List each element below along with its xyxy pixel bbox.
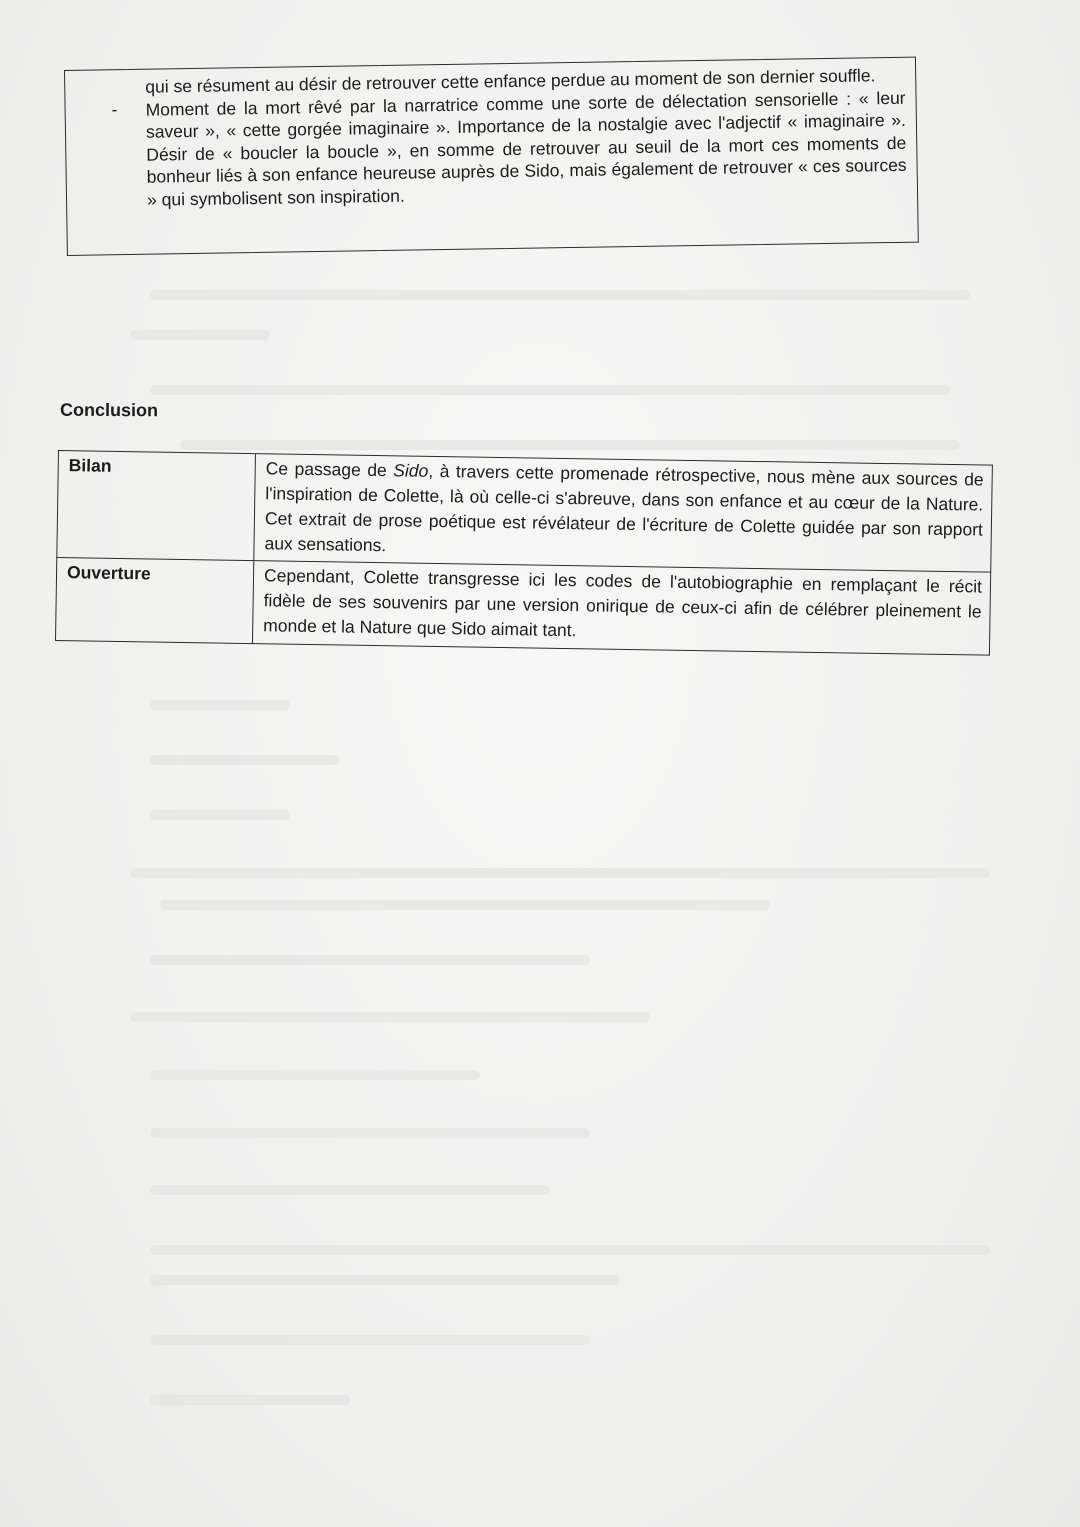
table-row-bilan bbox=[57, 451, 993, 573]
show-through-mark bbox=[150, 1128, 590, 1138]
show-through-mark bbox=[150, 1070, 480, 1080]
conclusion-table bbox=[55, 450, 993, 656]
show-through-mark bbox=[130, 330, 270, 340]
show-through-mark bbox=[150, 700, 290, 710]
bilan-text-title: Sido bbox=[393, 460, 429, 481]
show-through-mark bbox=[150, 290, 970, 300]
row-text-bilan bbox=[254, 454, 993, 573]
show-through-mark bbox=[130, 1012, 650, 1022]
show-through-mark bbox=[150, 755, 340, 765]
show-through-mark bbox=[130, 868, 990, 878]
show-through-mark bbox=[150, 955, 590, 965]
row-label-ouverture: Ouverture bbox=[56, 557, 254, 643]
analysis-box-content bbox=[111, 64, 907, 211]
show-through-mark bbox=[150, 810, 290, 820]
show-through-mark bbox=[150, 1335, 590, 1345]
show-through-mark bbox=[150, 1185, 550, 1195]
show-through-mark bbox=[160, 900, 770, 910]
analysis-paragraph-text: Moment de la mort rêvé par la narratrice comme une sorte de délectation sensorielle : « leur saveur », « cette gorgée imaginaire ». Importance de la nostalgie avec l'adjectif « imaginaire ». Désir de « boucler la boucle », en somme de retrouver au seuil de la mort ces moments de bonheur liés à son enfance heureuse auprès de Sido, mais également de retrouver « ces sources » qui symbolisent son inspiration. bbox=[145, 87, 907, 210]
show-through-mark bbox=[150, 1275, 620, 1285]
table-row-ouverture bbox=[56, 557, 991, 655]
show-through-mark bbox=[150, 385, 950, 395]
show-through-mark bbox=[180, 440, 960, 450]
analysis-bullet-paragraph bbox=[111, 86, 907, 210]
bilan-text-end: , à travers cette promenade rétrospective, nous mène aux sources de l'inspiration de Colette, là où celle-ci s'abreuve, dans son enfance et au cœur de la Nature. Cet extrait de prose poétique est révélateur de l'écriture de Colette guidée par son rapport aux sensations. bbox=[264, 460, 984, 556]
analysis-box bbox=[64, 57, 919, 256]
row-text-ouverture: Cependant, Colette transgresse ici les codes de l'autobiographie en remplaçant le récit fidèle de ses souvenirs par une version onirique de ceux-ci afin de célébrer pleinement le monde et la Nature que Sido aimait tant. bbox=[252, 561, 990, 656]
conclusion-heading: Conclusion bbox=[59, 399, 159, 421]
analysis-line-1: qui se résument au désir de retrouver cette enfance perdue au moment de son dernier souffle. bbox=[145, 65, 876, 97]
show-through-mark bbox=[150, 1245, 990, 1255]
row-label-bilan: Bilan bbox=[57, 451, 256, 561]
show-through-mark bbox=[150, 1395, 350, 1405]
bilan-text-start: Ce passage de bbox=[265, 458, 394, 481]
bullet-dash: - bbox=[111, 99, 118, 119]
